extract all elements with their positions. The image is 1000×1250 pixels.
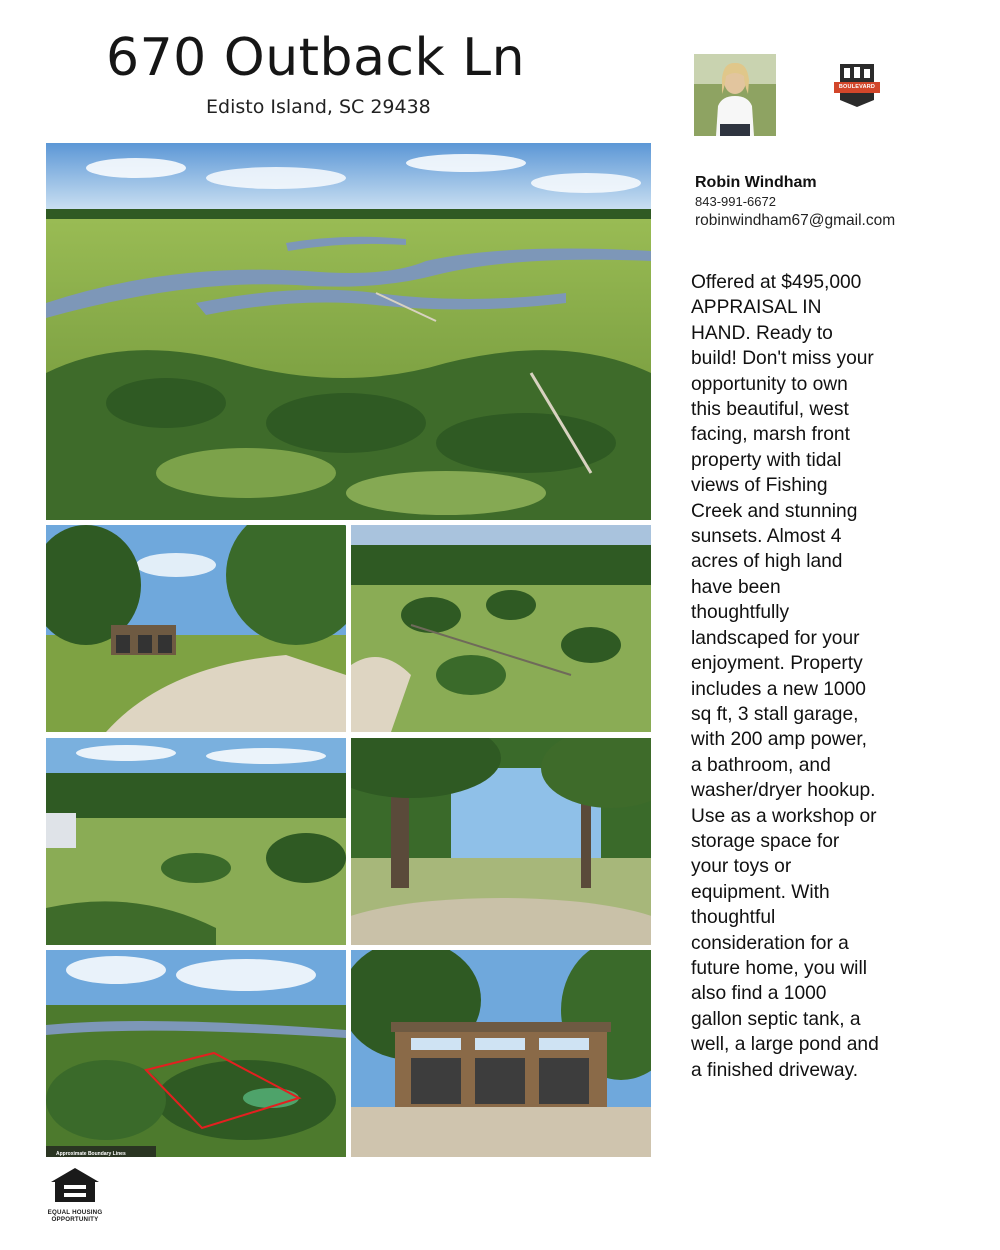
aerial-marsh-photo [46, 143, 651, 520]
equal-housing-text-line2: OPPORTUNITY [51, 1216, 99, 1223]
listing-description: Offered at $495,000 APPRAISAL IN HAND. Ready to build! Don't miss your opportunity to own this beautiful, west facing, marsh front property with tidal views of Fishing Creek and stunning sunsets. Almost 4 acres of high land have been thoughtfully landscaped for your enjoyment. Property includes a new 1000 sq ft, 3 stall garage, with 200 amp power, a bathroom, and washer/dryer hookup. Use as a workshop or storage space for your toys or equipment. With thoughtful consideration for a future home, you will also find a 1000 gallon septic tank, a well, a large pond and a finished driveway. [691, 272, 879, 1081]
driveway-garage-photo [46, 525, 346, 732]
equal-housing-logo [47, 1166, 103, 1223]
listing-address: 670 Outback Ln [106, 28, 526, 88]
aerial-lot-photo [351, 525, 651, 732]
aerial-property-photo [46, 738, 346, 945]
garage-photo [351, 950, 651, 1157]
brokerage-logo-text: BOULEVARD [838, 84, 876, 90]
equal-housing-text-line1: EQUAL HOUSING [47, 1209, 103, 1216]
aerial-boundary-photo [46, 950, 346, 1157]
boundary-caption: Approximate Boundary Lines [56, 1151, 126, 1157]
agent-email: robinwindham67@gmail.com [695, 212, 896, 229]
agent-phone: 843-991-6672 [695, 194, 776, 209]
agent-name: Robin Windham [695, 174, 817, 191]
equal-housing-house-icon [47, 1166, 103, 1204]
agent-photo [694, 54, 776, 136]
listing-city-state-zip: Edisto Island, SC 29438 [206, 96, 431, 118]
oak-trees-photo [351, 738, 651, 945]
